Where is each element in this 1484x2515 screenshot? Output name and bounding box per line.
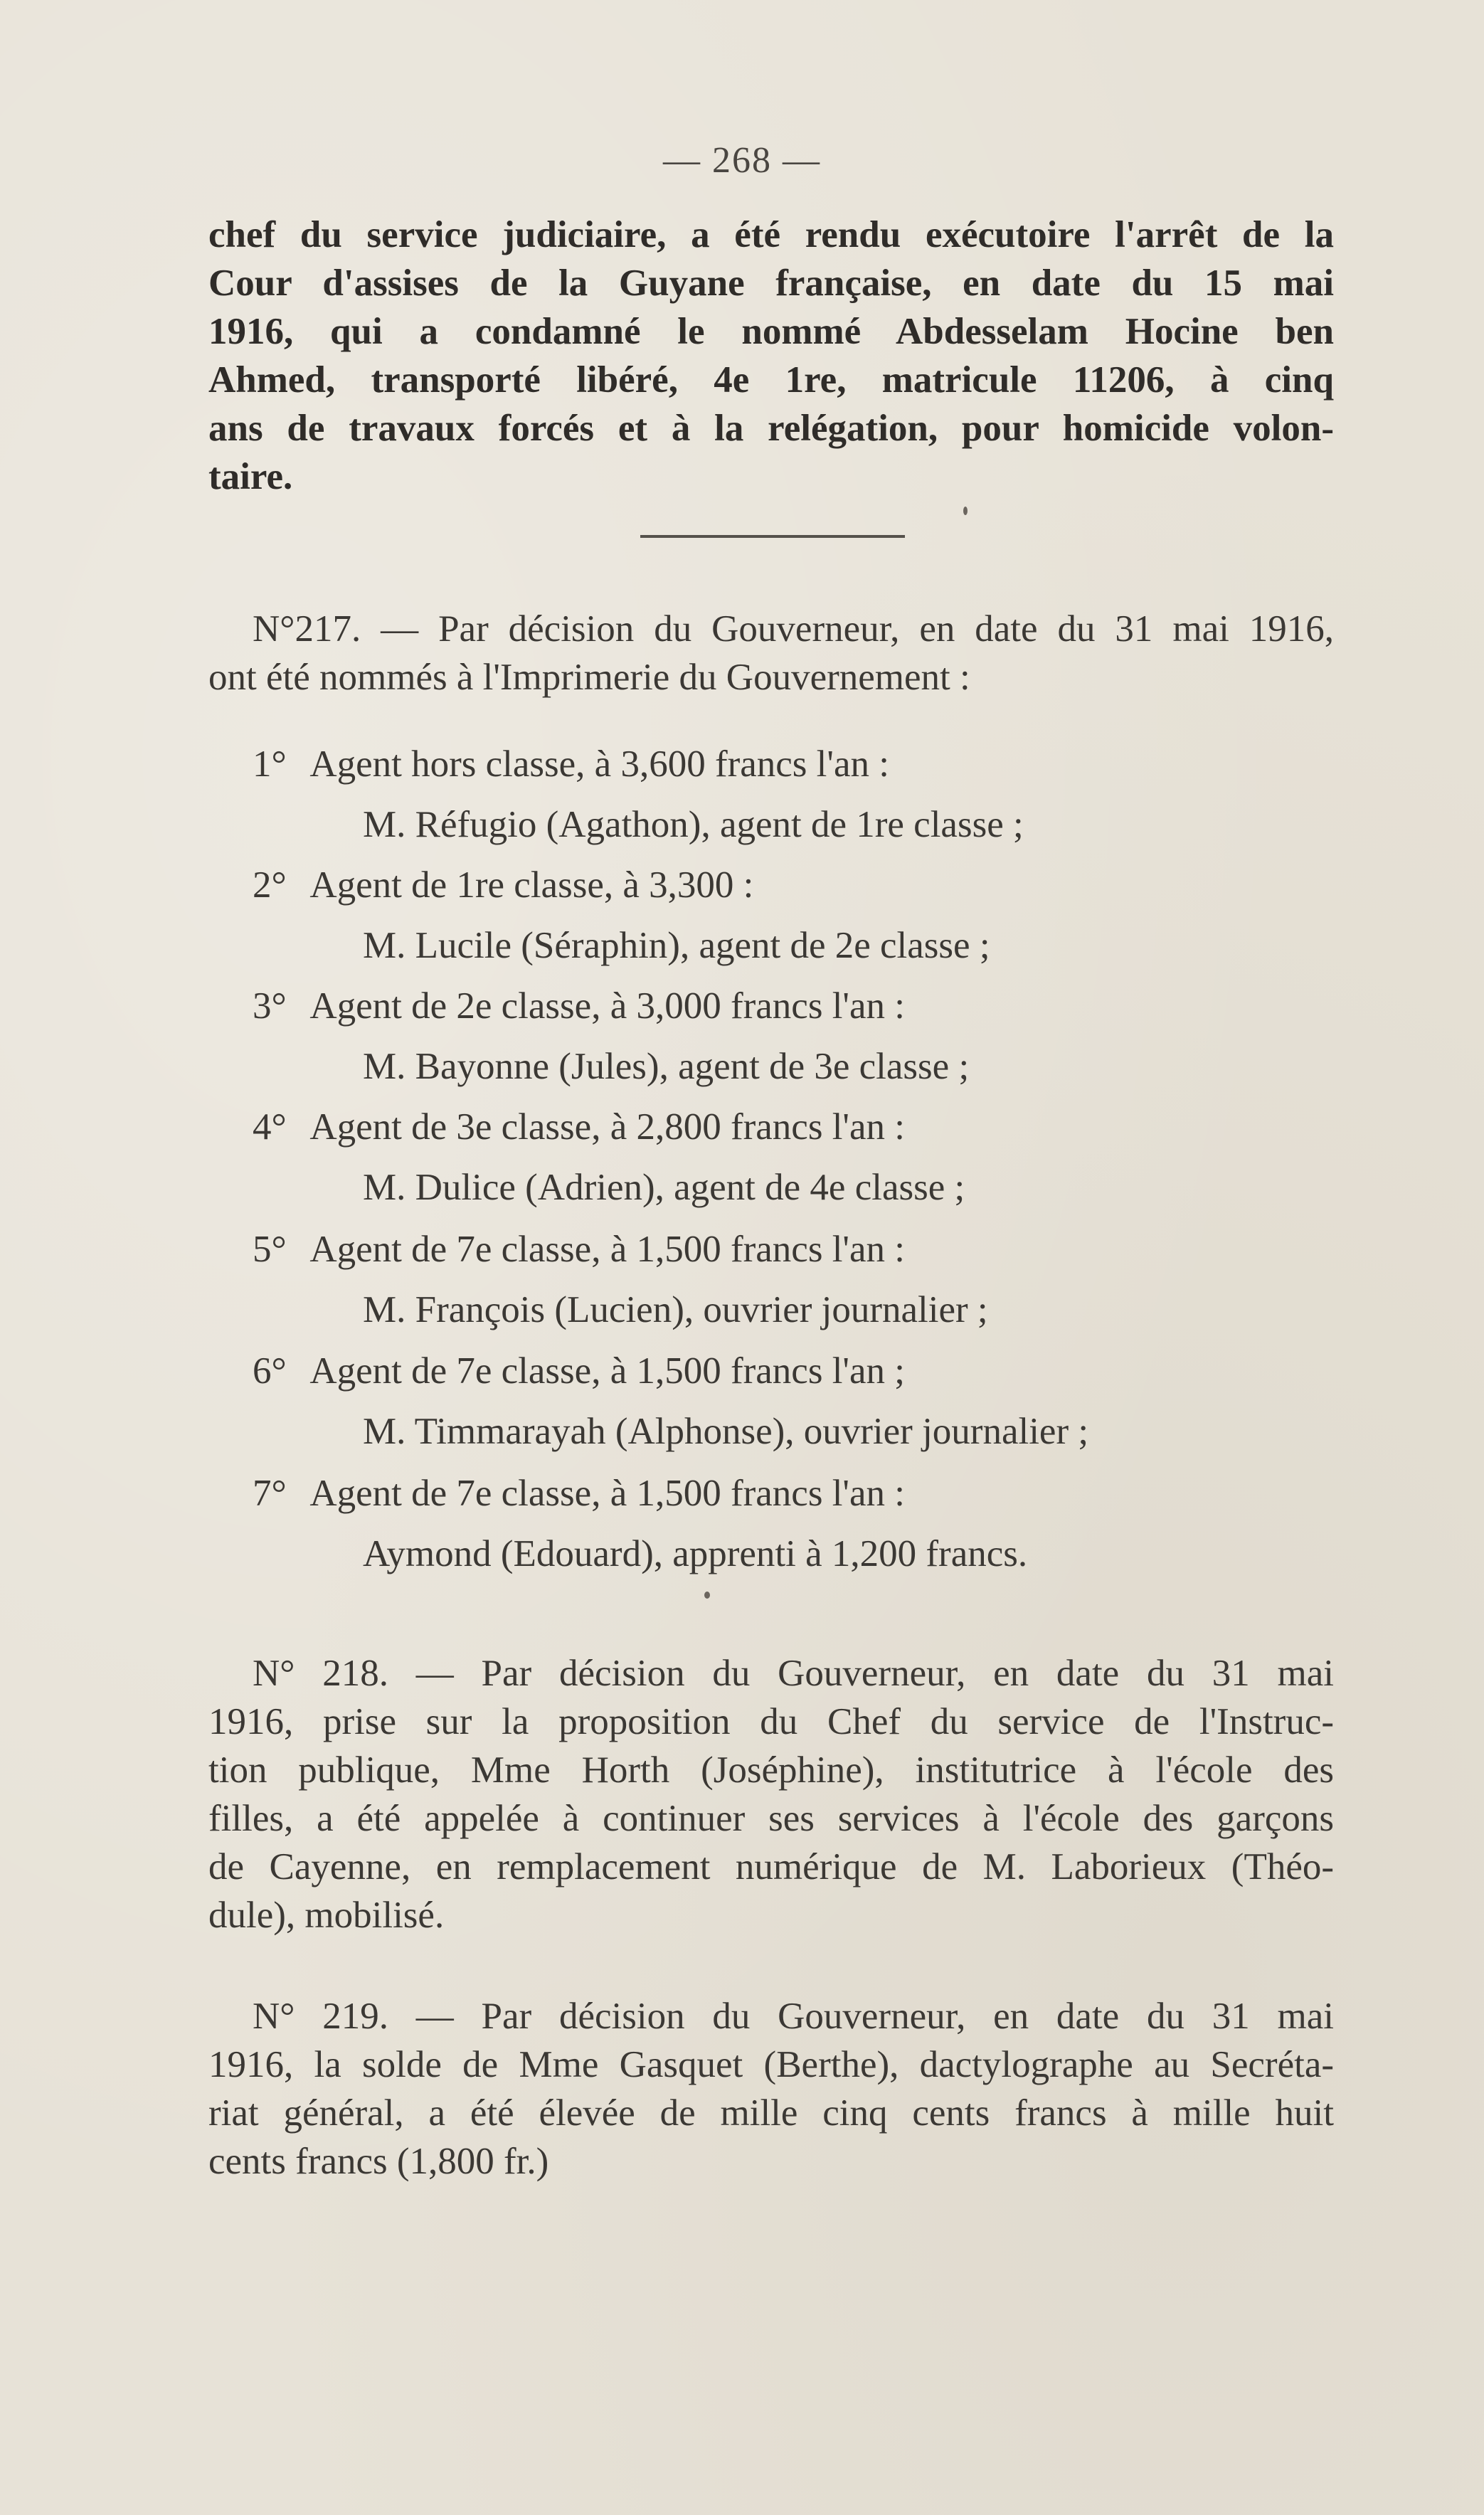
appointee: M. Dulice (Adrien), agent de 4e classe ; (363, 1167, 965, 1208)
appointment-item (253, 861, 753, 909)
decision-219 (208, 1992, 1334, 2186)
item-number: 4° (253, 1106, 287, 1148)
text-line: filles, a été appelée à continuer ses services à l'école des garçons (208, 1798, 1334, 1839)
text-line: ont été nommés à l'Imprimerie du Gouvernement : (208, 657, 970, 698)
appointee: M. Timmarayah (Alphonse), ouvrier journalier ; (363, 1411, 1089, 1452)
text-line: tion publique, Mme Horth (Joséphine), institutrice à l'école des (208, 1749, 1334, 1791)
appointee: M. Lucile (Séraphin), agent de 2e classe ; (363, 925, 990, 966)
text-line: N° 218. — Par décision du Gouverneur, en date du 31 mai (253, 1653, 1334, 1694)
text-line: 1916, prise sur la proposition du Chef du service de l'Instruc- (208, 1701, 1334, 1742)
appointee: M. François (Lucien), ouvrier journalier ; (363, 1289, 988, 1330)
continuation-paragraph (208, 211, 1334, 501)
item-title: Agent de 1re classe, à 3,300 : (309, 864, 754, 906)
item-title: Agent de 3e classe, à 2,800 francs l'an : (309, 1106, 905, 1148)
appointment-item (253, 982, 905, 1030)
appointment-item (253, 740, 889, 788)
text-line: de Cayenne, en remplacement numérique de M. Laborieux (Théo- (208, 1846, 1334, 1887)
item-number: 5° (253, 1229, 287, 1270)
text-line: cents francs (1,800 fr.) (208, 2141, 549, 2182)
print-speck (704, 1592, 710, 1599)
item-number: 6° (253, 1350, 287, 1392)
item-title: Agent hors classe, à 3,600 francs l'an : (309, 743, 889, 785)
print-speck (963, 507, 968, 515)
text-line: 1916, qui a condamné le nommé Abdesselam Hocine ben (208, 311, 1334, 352)
section-divider (640, 535, 905, 538)
text-line: riat général, a été élevée de mille cinq cents francs à mille huit (208, 2092, 1334, 2134)
text-line: dule), mobilisé. (208, 1895, 445, 1936)
item-title: Agent de 7e classe, à 1,500 francs l'an : (309, 1229, 905, 1270)
appointee: Aymond (Edouard), apprenti à 1,200 francs. (363, 1533, 1028, 1574)
item-number: 7° (253, 1473, 287, 1514)
appointment-item (253, 1347, 905, 1395)
item-number: 1° (253, 743, 287, 785)
text-line: chef du service judiciaire, a été rendu exécutoire l'arrêt de la (208, 214, 1334, 255)
appointment-item (253, 1103, 905, 1151)
item-title: Agent de 2e classe, à 3,000 francs l'an : (309, 985, 905, 1027)
text-line: 1916, la solde de Mme Gasquet (Berthe), dactylographe au Secréta- (208, 2044, 1334, 2085)
item-title: Agent de 7e classe, à 1,500 francs l'an ; (309, 1350, 905, 1392)
text-line: Ahmed, transporté libéré, 4e 1re, matricule 11206, à cinq (208, 359, 1334, 401)
page-number: — 268 — (663, 140, 821, 181)
text-line: Cour d'assises de la Guyane française, en date du 15 mai (208, 263, 1334, 304)
appointee: M. Bayonne (Jules), agent de 3e classe ; (363, 1046, 970, 1087)
text-line: ans de travaux forcés et à la relégation, pour homicide volon- (208, 408, 1334, 449)
decision-217-intro (208, 605, 1334, 701)
appointment-item (253, 1225, 905, 1274)
text-line: taire. (208, 456, 293, 497)
text-line: N° 219. — Par décision du Gouverneur, en date du 31 mai (253, 1996, 1334, 2037)
text-line: N°217. — Par décision du Gouverneur, en date du 31 mai 1916, (253, 608, 1334, 650)
appointee: M. Réfugio (Agathon), agent de 1re classe ; (363, 804, 1024, 845)
item-number: 2° (253, 864, 287, 906)
appointment-item (253, 1469, 905, 1518)
item-title: Agent de 7e classe, à 1,500 francs l'an : (309, 1473, 905, 1514)
decision-218 (208, 1649, 1334, 1939)
item-number: 3° (253, 985, 287, 1027)
